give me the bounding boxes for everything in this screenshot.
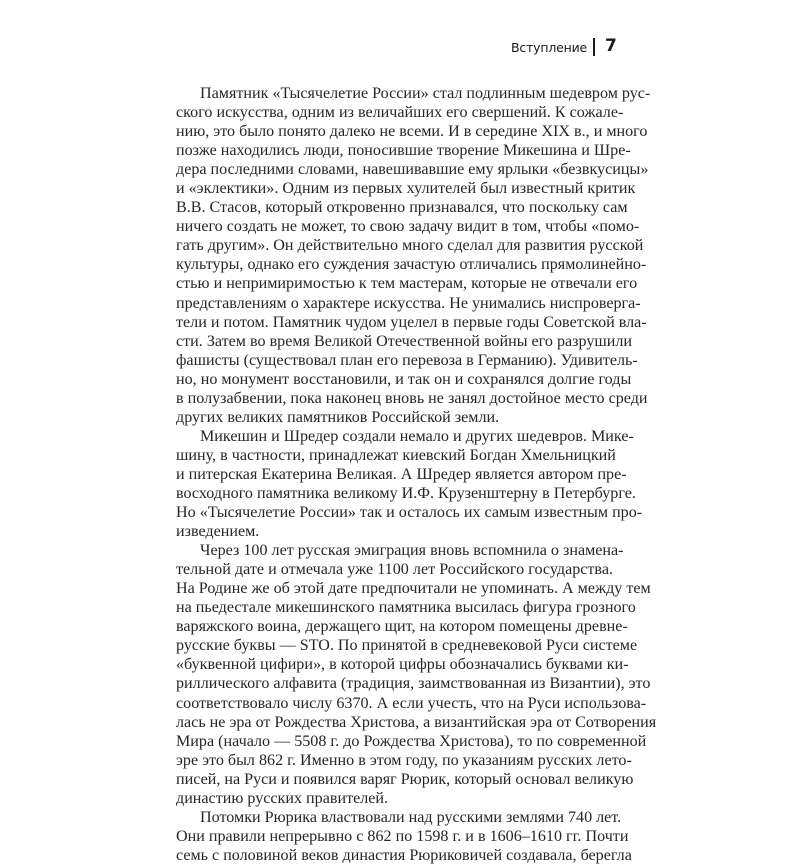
text-line: тельной дате и отмечала уже 1100 лет Российского государства. (176, 561, 613, 579)
text-line: на пьедестале микешинского памятника высилась фигура грозного (176, 599, 636, 617)
text-line: Микешин и Шредер создали немало и других шедевров. Мике- (200, 427, 634, 445)
paragraph (176, 808, 632, 865)
text-line: Мира (начало — 5508 г. до Рождества Христова), то по современной (176, 732, 647, 750)
header-divider (593, 38, 595, 56)
section-title: Вступление (511, 40, 587, 55)
text-line: риллического алфавита (традиция, заимствованная из Византии), это (176, 675, 651, 693)
text-line: в полузабвении, пока наконец вновь не занял достойное место среди (176, 389, 648, 407)
text-line: дера последними словами, навешивавшие ему ярлыки «безвкусицы» (176, 161, 649, 179)
text-line: варяжского воина, держащего щит, на котором помещены древне- (176, 618, 628, 636)
text-line: нию, это было понято далеко не всеми. И в середине XIX в., и много (176, 123, 648, 141)
text-line: ничего создать не может, то свою задачу видит в том, чтобы «помо- (176, 218, 640, 236)
body-text (176, 84, 657, 865)
page-number: 7 (605, 36, 617, 56)
text-line: тели и потом. Памятник чудом уцелел в первые годы Советской вла- (176, 313, 647, 331)
text-line: семь с половиной веков династия Рюриковичей создавала, берегла (176, 846, 632, 864)
paragraph (176, 427, 643, 541)
text-line: других великих памятников Российской земли. (176, 408, 500, 426)
text-line: культуры, однако его суждения зачастую отличались прямолинейно- (176, 256, 647, 274)
text-line: соответствовало числу 6370. А если учесть, что на Руси использова- (176, 694, 647, 712)
text-line: «буквенной цифири», в которой цифры обозначались буквами ки- (176, 656, 629, 674)
text-line: эре это был 862 г. Именно в этом году, по указаниям русских лето- (176, 751, 632, 769)
text-line: писей, на Руси и появился варяг Рюрик, который основал великую (176, 770, 634, 788)
text-line: шину, в частности, принадлежат киевский Богдан Хмельницкий (176, 446, 616, 464)
text-line: династию русских правителей. (176, 789, 389, 807)
paragraph (176, 84, 651, 427)
text-line: восходного памятника великому И.Ф. Крузенштерну в Петербурге. (176, 484, 636, 502)
text-line: ского искусства, одним из величайших его свершений. К сожале- (176, 104, 624, 122)
text-line: и «эклектики». Одним из первых хулителей был известный критик (176, 180, 636, 198)
text-line: Потомки Рюрика властвовали над русскими землями 740 лет. (200, 808, 622, 826)
text-line: русские буквы — STO. По принятой в средневековой Руси системе (176, 637, 638, 655)
text-line: представлениям о характере искусства. Не унимались ниспроверга- (176, 294, 641, 312)
text-line: но, но монумент восстановили, и так он и сохранялся долгие годы (176, 370, 632, 388)
text-line: стью и непримиримостью к тем мастерам, которые не отвечали его (176, 275, 638, 293)
text-line: сти. Затем во время Великой Отечественной войны его разрушили (176, 332, 633, 350)
text-line: лась не эра от Рождества Христова, а византийская эра от Сотворения (176, 713, 657, 731)
text-line: и питерская Екатерина Великая. А Шредер является автором пре- (176, 465, 627, 483)
paragraph (176, 541, 657, 808)
running-header (0, 36, 800, 60)
text-line: В.В. Стасов, который откровенно признавался, что поскольку сам (176, 199, 628, 217)
text-line: изведением. (176, 523, 260, 541)
text-line: Но «Тысячелетие России» так и осталось их самым известным про- (176, 504, 643, 522)
text-line: позже находились люди, поносившие творение Микешина и Шре- (176, 142, 631, 160)
text-line: гать другим». Он действительно много сделал для развития русской (176, 237, 644, 255)
text-line: На Родине же об этой дате предпочитали не упоминать. А между тем (176, 580, 651, 598)
text-line: Памятник «Тысячелетие России» стал подлинным шедевром рус- (200, 85, 651, 102)
text-line: фашисты (существовал план его перевоза в Германию). Удивитель- (176, 351, 638, 369)
text-line: Они правили непрерывно с 862 по 1598 г. и в 1606–1610 гг. Почти (176, 827, 629, 845)
text-line: Через 100 лет русская эмиграция вновь вспомнила о знамена- (200, 542, 624, 560)
